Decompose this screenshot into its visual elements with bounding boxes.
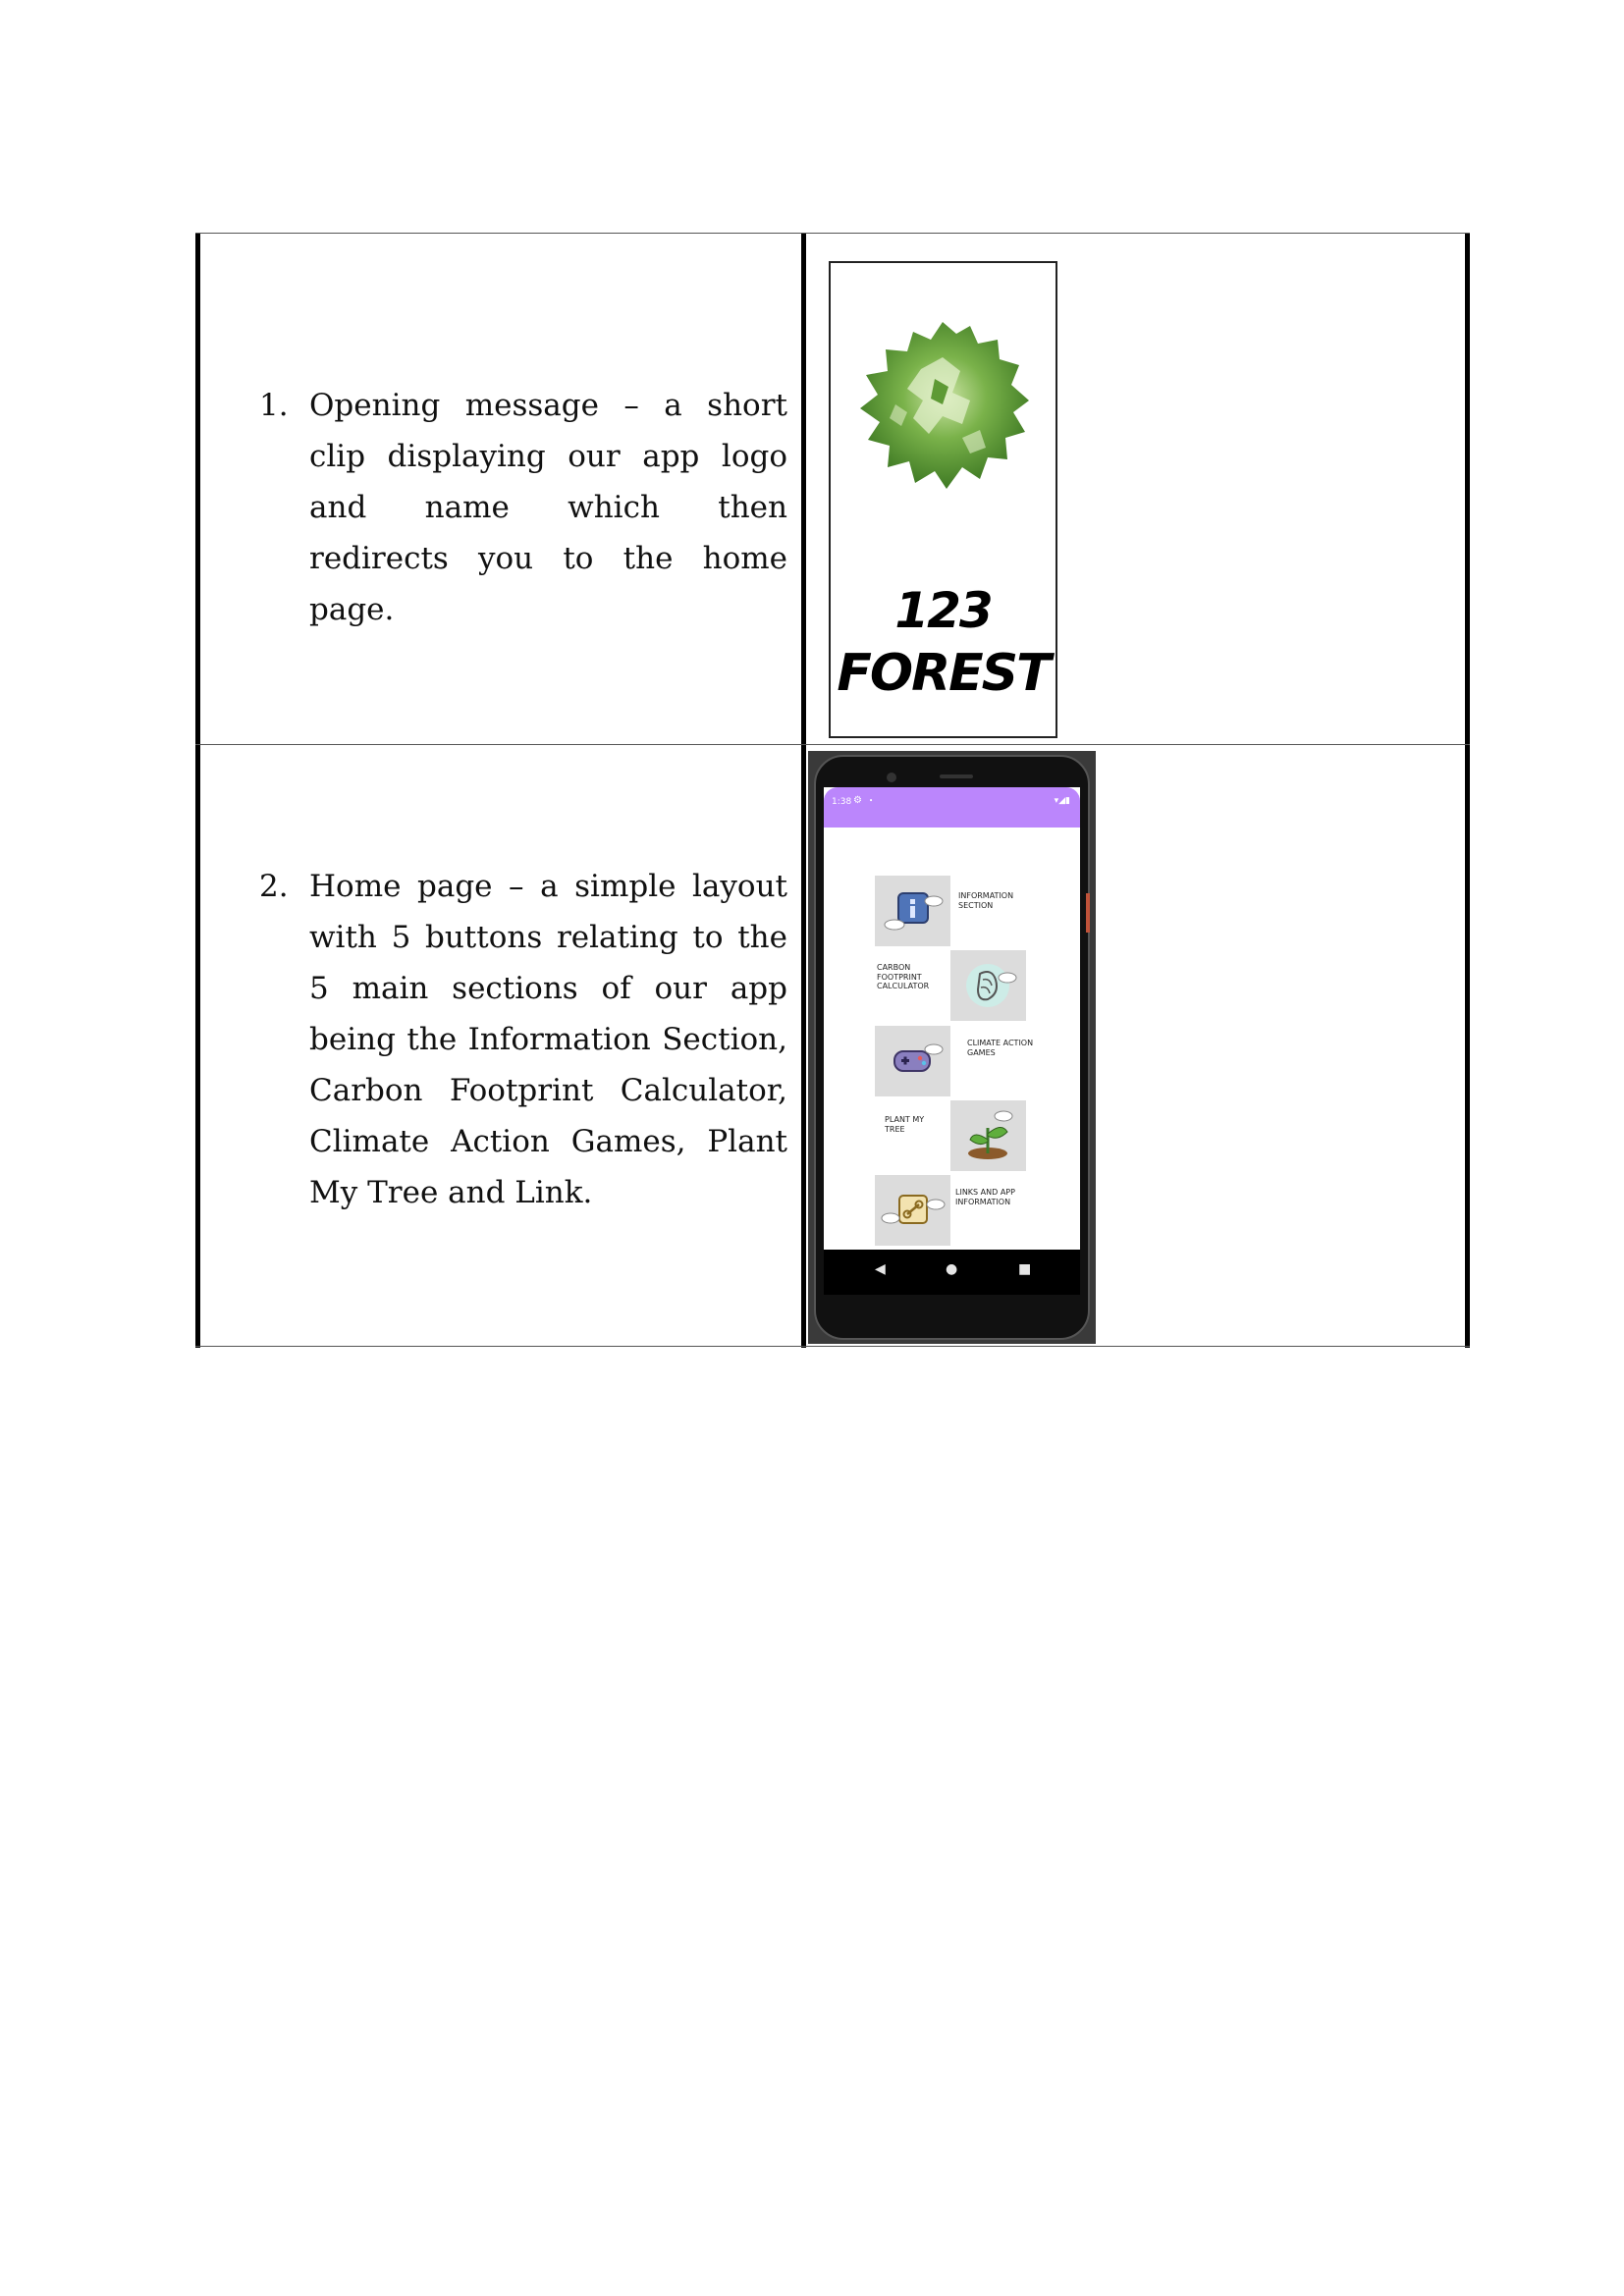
navigation-bar [824,1250,1080,1295]
phone-screen [824,787,1080,1295]
notification-dot-icon: • [869,797,874,805]
information-section-label: INFORMATION SECTION [958,891,1014,910]
table-rule-middle [195,744,1470,745]
gamepad-icon [875,1026,950,1096]
list-item-text: Opening message – a short clip displaying our app logo and name which then redirects you to the home page. [309,388,787,627]
status-time: 1:38 [832,797,852,807]
globe-leaves-icon [844,310,1041,507]
phone-screenshot [808,751,1096,1344]
sprout-icon [950,1100,1026,1171]
list-number: 2. [259,869,289,904]
table-border-left [195,233,200,1348]
footprint-icon [950,950,1026,1021]
camera-icon [887,773,896,782]
climate-action-games-label: CLIMATE ACTION GAMES [967,1039,1034,1057]
table-column-divider [801,233,806,1348]
climate-action-games-button[interactable] [875,1026,950,1096]
app-name-line-2: FOREST [837,644,1050,703]
signal-battery-icon: ▾◢▮ [1054,796,1070,806]
list-number: 1. [259,388,289,423]
link-icon [875,1175,950,1246]
list-item-text: Home page – a simple layout with 5 buttons relating to the 5 main sections of our app being the Information Section, Carbon Footprint Calculator, Climate Action Games, Plant My Tree and Link. [309,869,787,1210]
info-icon [875,876,950,946]
plant-my-tree-label: PLANT MY TREE [885,1115,925,1134]
table-rule-top [195,233,1470,234]
carbon-footprint-calculator-button[interactable] [950,950,1026,1021]
gear-icon: ⚙ [853,795,862,806]
speaker-grille [940,774,973,778]
power-button [1086,893,1090,933]
links-and-app-information-label: LINKS AND APP INFORMATION [955,1188,1015,1206]
plant-my-tree-button[interactable] [950,1100,1026,1171]
carbon-footprint-calculator-label: CARBON FOOTPRINT CALCULATOR [877,963,930,990]
home-icon[interactable]: ● [946,1261,958,1277]
app-name-line-1: 123 [894,582,992,639]
links-and-app-information-button[interactable] [875,1175,950,1246]
document-table [195,233,1470,1348]
splash-screen-image [829,261,1057,738]
table-rule-bottom [195,1346,1470,1347]
status-bar [824,787,1080,828]
information-section-button[interactable] [875,876,950,946]
back-icon[interactable]: ◀ [875,1261,886,1277]
recents-icon[interactable]: ■ [1018,1261,1032,1277]
table-border-right [1465,233,1470,1348]
